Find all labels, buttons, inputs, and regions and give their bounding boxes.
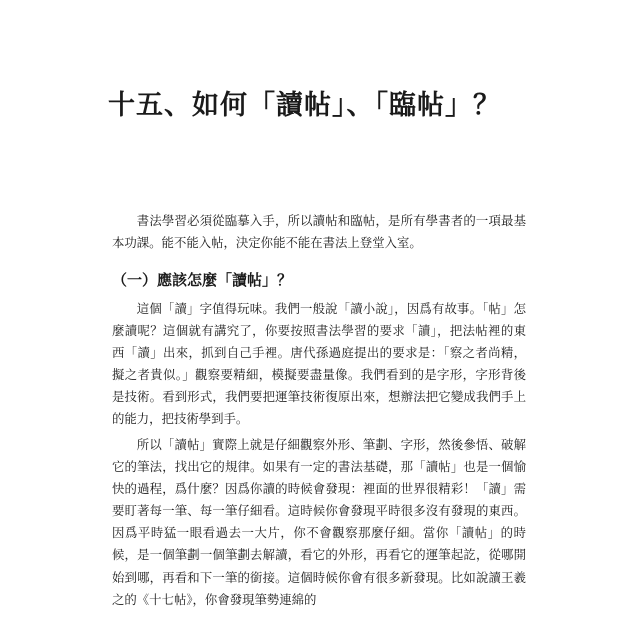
body-paragraph-1: 這個「讀」字值得玩味。我們一般說「讀小說」，因爲有故事。「帖」怎麼讀呢？這個就有講究了，你要按照書法學習的要求「讀」，把法帖裡的東西「讀」出來，抓到自己手裡。唐代孫過庭提出的要求是：「察之者尚精，擬之者貴似。」觀察要精細，模擬要盡量像。我們看到的是字形，字形背後是技術。看到形式，我們要把運筆技術復原出來，想辦法把它變成我們手上的能力，把技術學到手。 [112, 301, 526, 427]
chapter-title: 十五、如何「讀帖」、「臨帖」？ [108, 90, 501, 121]
intro-paragraph: 書法學習必須從臨摹入手，所以讀帖和臨帖，是所有學書者的一項最基本功課。能不能入帖，決定你能不能在書法上登堂入室。 [112, 213, 526, 251]
body-paragraph-2: 所以「讀帖」實際上就是仔細觀察外形、筆劃、字形，然後參悟、破解它的筆法，找出它的規律。如果有一定的書法基礎，那「讀帖」也是一個愉快的過程，爲什麼？因爲你讀的時候會發現：裡面的世界很精彩！「讀」需要盯著每一筆、每一筆仔細看。這時候你會發現平時很多沒有發現的東西。因爲平時猛一眼看過去一大片，你不會觀察那麼仔細。當你「讀帖」的時候，是一個筆劃一個筆劃去解讀，看它的外形，再看它的運筆起訖，從哪開始到哪，再看和下一筆的銜接。這個時候你會有很多新發現。比如說讀王羲之的《十七帖》，你會發現筆勢連綿的 [112, 437, 526, 607]
section-heading: （一）應該怎麼「讀帖」？ [112, 271, 293, 289]
